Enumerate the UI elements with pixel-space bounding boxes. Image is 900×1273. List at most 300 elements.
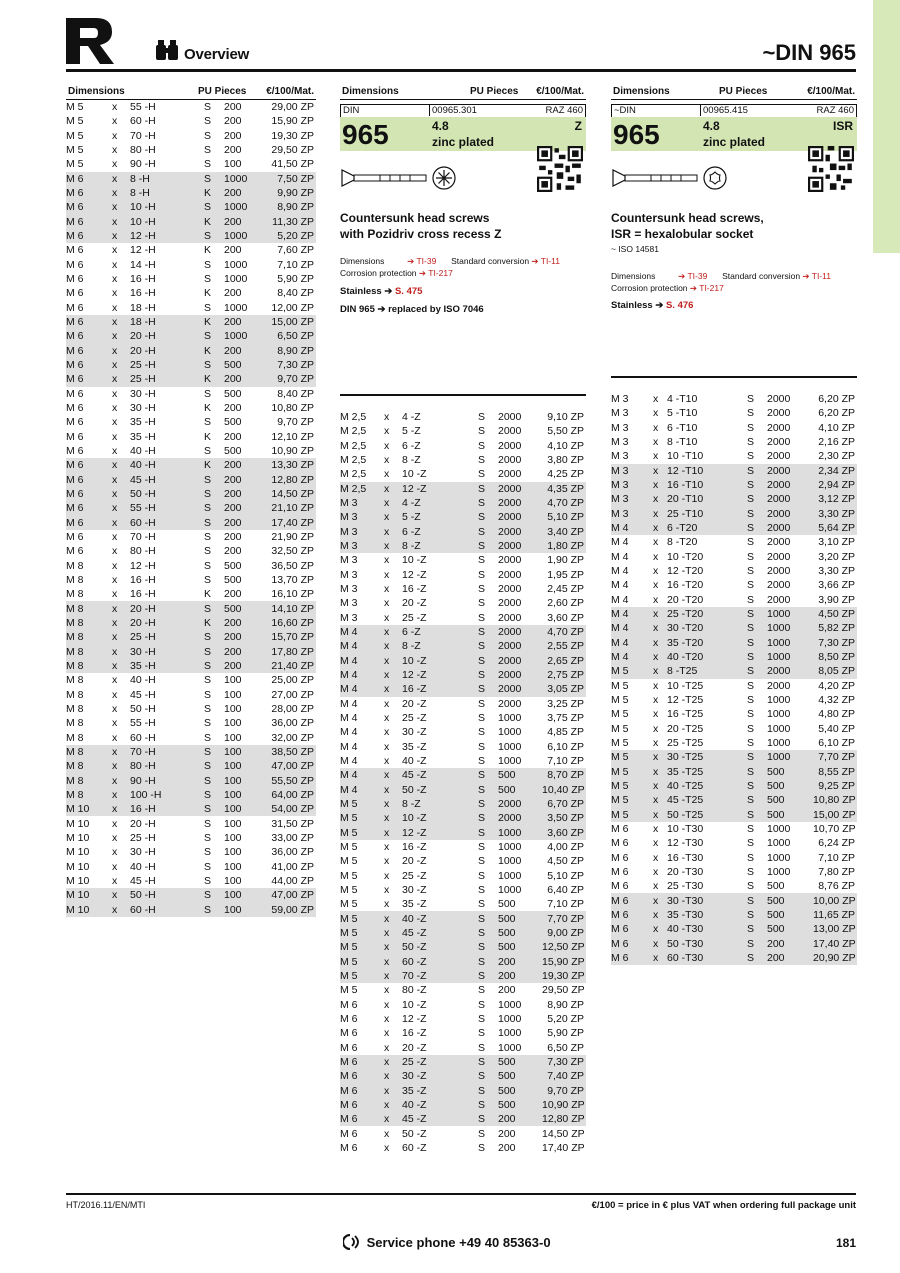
times-sign-cell: x: [112, 402, 118, 415]
pieces-cell: 2000: [763, 521, 813, 535]
price-cell: 4,70 ZP: [542, 625, 586, 639]
length-drive-cell: 30 -Z: [402, 1069, 478, 1083]
table-row: [340, 854, 586, 868]
times-sign-cell: x: [653, 679, 659, 692]
price-cell: 6,50 ZP: [547, 1041, 584, 1054]
pieces-cell: 100: [220, 745, 266, 759]
times-sign-cell: x: [112, 172, 130, 186]
price-cell: 5,20 ZP: [547, 1012, 584, 1025]
thread-size-cell: M 5: [66, 115, 84, 128]
length-drive-cell: 30 -H: [130, 402, 156, 415]
times-sign-cell: x: [384, 554, 390, 567]
times-sign-cell: x: [384, 682, 402, 696]
times-sign-cell: x: [112, 773, 130, 787]
pieces-cell: 100: [224, 158, 242, 171]
length-drive-cell: 16 -H: [130, 273, 156, 286]
length-drive-cell: 20 -H: [130, 601, 204, 615]
pieces-cell: 2000: [767, 436, 791, 449]
price-cell: 8,55 ZP: [813, 765, 857, 779]
product-number: 965: [342, 119, 389, 150]
length-drive-cell: 4 -Z: [402, 496, 478, 510]
length-drive-cell: 8 -Z: [402, 639, 478, 653]
pack-unit-cell: S: [204, 273, 212, 286]
qr-code-icon: [537, 146, 583, 192]
pack-unit-cell: K: [204, 215, 220, 229]
table-row: [611, 879, 857, 893]
column-header: [340, 84, 586, 100]
times-sign-cell: x: [384, 826, 402, 840]
price-cell: 59,00 ZP: [266, 902, 316, 916]
stainless-line: [340, 286, 422, 297]
table-row: [340, 525, 586, 539]
pieces-cell: 2000: [763, 492, 813, 506]
pieces-cell: 1000: [498, 998, 522, 1011]
price-cell: 3,20 ZP: [818, 550, 855, 563]
pieces-cell: 1000: [763, 650, 813, 664]
thread-size-cell: M 5: [340, 855, 358, 868]
pack-unit-cell: S: [204, 473, 220, 487]
times-sign-cell: x: [112, 144, 118, 157]
pack-unit-cell: S: [747, 722, 755, 735]
pack-unit-cell: S: [478, 554, 486, 567]
table-row: [66, 258, 316, 272]
raz-code: RAZ 460: [816, 105, 854, 116]
times-sign-cell: x: [653, 464, 667, 478]
length-drive-cell: 40 -H: [130, 674, 156, 687]
pieces-cell: 2000: [767, 450, 791, 463]
thread-size-cell: M 8: [66, 659, 112, 673]
table-row: [611, 492, 857, 506]
thread-size-cell: M 6: [340, 1012, 358, 1025]
corrosion-ref-link[interactable]: ➔ TI-217: [689, 283, 724, 293]
length-drive-cell: 45 -Z: [402, 1112, 478, 1126]
length-drive-cell: 6 -T10: [667, 421, 698, 434]
pack-unit-cell: S: [747, 579, 755, 592]
times-sign-cell: x: [384, 525, 402, 539]
price-cell: 3,60 ZP: [542, 826, 586, 840]
table-row: [66, 243, 316, 257]
times-sign-cell: x: [653, 851, 659, 864]
pack-unit-cell: S: [478, 755, 486, 768]
table-row: [66, 530, 316, 544]
table-row: [66, 845, 316, 859]
length-drive-cell: 40 -H: [130, 445, 156, 458]
thread-size-cell: M 4: [340, 639, 384, 653]
price-cell: 15,70 ZP: [266, 630, 316, 644]
times-sign-cell: x: [384, 1098, 402, 1112]
times-sign-cell: x: [653, 936, 667, 950]
length-drive-cell: 40 -T20: [667, 650, 747, 664]
price-cell: 3,30 ZP: [818, 565, 855, 578]
length-drive-cell: 10 -Z: [402, 468, 427, 481]
pack-unit-cell: S: [204, 773, 220, 787]
thread-size-cell: M 8: [66, 717, 84, 730]
pieces-cell: 2000: [498, 697, 522, 710]
table-row: [66, 114, 316, 128]
price-cell: 36,00 ZP: [271, 846, 314, 859]
length-drive-cell: 12 -Z: [402, 668, 478, 682]
pieces-cell: 1000: [767, 737, 791, 750]
thread-size-cell: M 8: [66, 601, 112, 615]
price-cell: 15,00 ZP: [813, 808, 856, 821]
length-drive-cell: 30 -H: [130, 644, 204, 658]
length-drive-cell: 12 -H: [130, 559, 156, 572]
pack-unit-cell: S: [747, 565, 755, 578]
table-row: [611, 550, 857, 564]
length-drive-cell: 12 -Z: [402, 1012, 427, 1025]
table-row: [611, 507, 857, 521]
pack-unit-cell: S: [478, 1083, 494, 1097]
times-sign-cell: x: [653, 478, 667, 492]
thread-size-cell: M 4: [611, 621, 653, 635]
pack-unit-cell: S: [478, 1141, 486, 1154]
price-cell: 17,80 ZP: [266, 644, 316, 658]
price-cell: 6,40 ZP: [547, 883, 584, 896]
thread-size-cell: M 6: [611, 865, 629, 878]
price-cell: 28,00 ZP: [271, 702, 314, 715]
pack-unit-cell: S: [478, 1069, 494, 1083]
pack-unit-cell: K: [204, 616, 220, 630]
pack-unit-cell: S: [204, 416, 212, 429]
times-sign-cell: x: [653, 664, 667, 678]
times-sign-cell: x: [112, 186, 130, 200]
product-grade: 4.8: [703, 119, 720, 133]
length-drive-cell: 16 -T10: [667, 478, 747, 492]
times-sign-cell: x: [112, 244, 118, 257]
pieces-cell: 200: [220, 473, 266, 487]
times-sign-cell: x: [384, 583, 390, 596]
pieces-cell: 2000: [494, 668, 542, 682]
length-drive-cell: 25 -Z: [402, 712, 427, 725]
product-grade: 4.8: [432, 119, 449, 133]
pieces-cell: 100: [220, 802, 266, 816]
thread-size-cell: M 8: [66, 588, 84, 601]
thread-size-cell: M 5: [340, 826, 384, 840]
times-sign-cell: x: [112, 788, 130, 802]
pack-unit-cell: S: [204, 200, 220, 214]
price-cell: 7,30 ZP: [266, 358, 316, 372]
thread-size-cell: M 5: [340, 841, 358, 853]
pack-unit-cell: S: [478, 1098, 494, 1112]
table-row: [611, 621, 857, 635]
length-drive-cell: 5 -Z: [402, 425, 421, 438]
pieces-cell: 2000: [498, 611, 522, 624]
length-drive-cell: 40 -H: [130, 458, 204, 472]
times-sign-cell: x: [653, 536, 659, 549]
thread-size-cell: M 2,5: [340, 482, 384, 496]
length-drive-cell: 16 -T25: [667, 708, 704, 721]
times-sign-cell: x: [384, 797, 402, 811]
times-sign-cell: x: [653, 579, 659, 592]
corrosion-ref-link[interactable]: ➔ TI-217: [418, 268, 453, 278]
pieces-cell: 2000: [767, 550, 791, 563]
pack-unit-cell: S: [478, 940, 494, 954]
times-sign-cell: x: [112, 115, 118, 128]
price-cell: 13,00 ZP: [813, 923, 856, 936]
product-finish: zinc plated: [703, 135, 766, 149]
table-row: [611, 521, 857, 535]
thread-size-cell: M 5: [340, 811, 384, 825]
pack-unit-cell: S: [478, 425, 486, 438]
thread-size-cell: M 8: [66, 630, 112, 644]
pack-unit-cell: K: [204, 315, 220, 329]
thread-size-cell: M 8: [66, 559, 84, 572]
pack-unit-cell: S: [204, 129, 212, 142]
column-3: [611, 84, 857, 965]
price-cell: 5,90 ZP: [547, 1027, 584, 1040]
pieces-cell: 2000: [767, 593, 791, 606]
length-drive-cell: 60 -H: [130, 902, 204, 916]
length-drive-cell: 10 -Z: [402, 811, 478, 825]
pack-unit-cell: K: [204, 344, 220, 358]
price-cell: 11,30 ZP: [266, 215, 316, 229]
pack-unit-cell: S: [478, 726, 486, 739]
price-cell: 47,00 ZP: [266, 759, 316, 773]
thread-size-cell: M 6: [340, 1041, 358, 1054]
price-cell: 15,90 ZP: [542, 955, 585, 968]
times-sign-cell: x: [384, 954, 402, 968]
pieces-cell: 500: [224, 416, 242, 429]
pieces-cell: 200: [220, 487, 266, 501]
pack-unit-cell: S: [478, 1055, 494, 1069]
pieces-cell: 500: [494, 1069, 542, 1083]
length-drive-cell: 25 -H: [130, 630, 204, 644]
table-row: [66, 344, 316, 358]
table-row: [340, 654, 586, 668]
pieces-cell: 200: [763, 951, 813, 965]
thread-size-cell: M 4: [611, 536, 629, 549]
stainless-label: Stainless ➔: [611, 300, 664, 311]
times-sign-cell: x: [112, 329, 130, 343]
table-row: [66, 329, 316, 343]
table-row: [340, 1026, 586, 1040]
length-drive-cell: 45 -Z: [402, 926, 478, 940]
pieces-cell: 500: [494, 926, 542, 940]
thread-size-cell: M 3: [340, 510, 384, 524]
times-sign-cell: x: [384, 855, 390, 868]
table-row: [66, 473, 316, 487]
thread-size-cell: M 3: [340, 597, 358, 610]
thread-size-cell: M 5: [340, 911, 384, 925]
thread-size-cell: M 8: [66, 773, 112, 787]
pieces-cell: 2000: [498, 554, 522, 567]
thread-size-cell: M 3: [611, 393, 629, 406]
product-block: [611, 104, 857, 376]
price-cell: 3,75 ZP: [547, 712, 584, 725]
thread-size-cell: M 3: [611, 450, 629, 463]
pieces-cell: 200: [494, 1112, 542, 1126]
price-cell: 12,00 ZP: [271, 301, 314, 314]
length-drive-cell: 10 -T20: [667, 550, 704, 563]
times-sign-cell: x: [112, 287, 118, 300]
thread-size-cell: M 4: [340, 768, 384, 782]
price-cell: 6,10 ZP: [547, 740, 584, 753]
pieces-cell: 1000: [767, 865, 791, 878]
pieces-cell: 200: [224, 531, 242, 543]
times-sign-cell: x: [384, 869, 390, 882]
pack-unit-cell: S: [478, 468, 486, 481]
times-sign-cell: x: [384, 668, 402, 682]
pack-unit-cell: S: [747, 922, 763, 936]
pieces-cell: 500: [767, 880, 785, 893]
length-drive-cell: 16 -T30: [667, 851, 704, 864]
table-row: [66, 673, 316, 687]
length-drive-cell: 12 -Z: [402, 568, 427, 581]
table-row: [340, 797, 586, 811]
price-cell: 6,70 ZP: [542, 797, 586, 811]
length-drive-cell: 6 -Z: [402, 439, 421, 452]
pack-unit-cell: S: [747, 621, 763, 635]
length-drive-cell: 60 -H: [130, 516, 204, 530]
times-sign-cell: x: [384, 768, 402, 782]
price-cell: 3,90 ZP: [818, 593, 855, 606]
length-drive-cell: 20 -Z: [402, 1041, 427, 1054]
pieces-cell: 200: [220, 616, 266, 630]
standard-conversion-ref-link[interactable]: ➔ TI-11: [802, 271, 831, 281]
pack-unit-cell: S: [747, 823, 755, 835]
times-sign-cell: x: [112, 531, 118, 543]
length-drive-cell: 25 -Z: [402, 1055, 478, 1069]
price-cell: 4,20 ZP: [818, 679, 855, 692]
thread-size-cell: M 10: [66, 902, 112, 916]
document-code: HT/2016.11/EN/MTI: [66, 1200, 146, 1210]
pieces-cell: 200: [224, 545, 242, 558]
pack-unit-cell: S: [204, 688, 212, 701]
thread-size-cell: M 6: [66, 430, 84, 443]
stainless-ref-link[interactable]: S. 475: [394, 286, 423, 297]
product-block: [340, 104, 586, 394]
length-drive-cell: 8 -T20: [667, 536, 698, 549]
times-sign-cell: x: [112, 473, 130, 487]
table-row: [66, 430, 316, 444]
length-drive-cell: 45 -H: [130, 688, 156, 701]
times-sign-cell: x: [384, 740, 390, 753]
thread-size-cell: M 10: [66, 888, 112, 902]
price-cell: 3,10 ZP: [818, 536, 855, 549]
thread-size-cell: M 6: [340, 1083, 384, 1097]
pieces-cell: 2000: [767, 407, 791, 420]
price-cell: 13,30 ZP: [266, 458, 316, 472]
times-sign-cell: x: [653, 793, 667, 807]
table-row: [340, 711, 586, 725]
price-cell: 7,30 ZP: [813, 636, 857, 650]
thread-size-cell: M 5: [611, 679, 629, 692]
price-cell: 5,10 ZP: [547, 869, 584, 882]
table-row: [340, 983, 586, 997]
dimensions-ref-link[interactable]: ➔ TI-39: [407, 256, 437, 266]
pieces-cell: 200: [224, 430, 242, 443]
pack-unit-cell: S: [478, 841, 486, 853]
table-row: [611, 421, 857, 435]
pieces-cell: 1000: [498, 1012, 522, 1025]
thread-size-cell: M 2,5: [340, 439, 367, 452]
length-drive-cell: 55 -H: [130, 717, 156, 730]
length-drive-cell: 25 -Z: [402, 611, 427, 624]
thread-size-cell: M 6: [66, 229, 112, 243]
times-sign-cell: x: [112, 387, 118, 400]
pieces-cell: 2000: [494, 510, 542, 524]
table-row: [611, 793, 857, 807]
table-row: [340, 1083, 586, 1097]
times-sign-cell: x: [384, 998, 390, 1011]
table-row: [611, 908, 857, 922]
pieces-cell: 500: [220, 601, 266, 615]
times-sign-cell: x: [112, 860, 118, 873]
thread-size-cell: M 3: [340, 496, 384, 510]
table-row: [66, 458, 316, 472]
length-drive-cell: 35 -H: [130, 416, 156, 429]
pack-unit-cell: S: [204, 902, 220, 916]
pieces-cell: 200: [220, 501, 266, 515]
table-row: [66, 573, 316, 587]
times-sign-cell: x: [112, 659, 130, 673]
thread-size-cell: M 8: [66, 688, 84, 701]
length-drive-cell: 45 -H: [130, 874, 156, 887]
table-row: [340, 997, 586, 1011]
thread-size-cell: M 5: [611, 694, 629, 707]
pack-unit-cell: S: [204, 888, 220, 902]
pack-unit-cell: S: [478, 668, 494, 682]
pieces-cell: 1000: [498, 1041, 522, 1054]
price-cell: 7,30 ZP: [542, 1055, 586, 1069]
screw-drawing-hexalobular: [611, 164, 731, 192]
table-row: [66, 902, 316, 916]
pieces-cell: 1000: [498, 740, 522, 753]
standard-conversion-ref-link[interactable]: ➔ TI-11: [531, 256, 560, 266]
thread-size-cell: M 3: [611, 421, 629, 434]
article-code-row: [340, 104, 586, 117]
price-cell: 7,70 ZP: [542, 911, 586, 925]
pieces-cell: 2000: [494, 496, 542, 510]
table-row: [66, 802, 316, 816]
thread-size-cell: M 6: [611, 880, 629, 893]
standard-code: DIN: [343, 105, 360, 116]
times-sign-cell: x: [653, 607, 667, 621]
times-sign-cell: x: [384, 496, 402, 510]
price-table: [611, 392, 857, 965]
length-drive-cell: 30 -Z: [402, 726, 427, 739]
length-drive-cell: 5 -T10: [667, 407, 698, 420]
thread-size-cell: M 3: [611, 478, 653, 492]
price-cell: 19,30 ZP: [271, 129, 314, 142]
times-sign-cell: x: [384, 841, 390, 853]
dimensions-ref-link[interactable]: ➔ TI-39: [678, 271, 708, 281]
thread-size-cell: M 8: [66, 644, 112, 658]
pieces-cell: 500: [494, 911, 542, 925]
price-cell: 7,10 ZP: [547, 755, 584, 768]
table-row: [340, 697, 586, 711]
pieces-cell: 200: [220, 372, 266, 386]
pieces-cell: 2000: [494, 525, 542, 539]
times-sign-cell: x: [384, 1041, 390, 1054]
stainless-ref-link[interactable]: S. 476: [665, 300, 694, 311]
pieces-cell: 1000: [220, 229, 266, 243]
times-sign-cell: x: [653, 823, 659, 835]
reference-line: [611, 271, 831, 282]
table-row: [340, 969, 586, 983]
pack-unit-cell: S: [747, 607, 763, 621]
times-sign-cell: x: [112, 674, 118, 687]
pack-unit-cell: S: [478, 1012, 486, 1025]
pack-unit-cell: S: [478, 597, 486, 610]
length-drive-cell: 30 -H: [130, 846, 156, 859]
price-cell: 2,94 ZP: [813, 478, 857, 492]
price-cell: 2,16 ZP: [818, 436, 855, 449]
price-cell: 1,90 ZP: [547, 554, 584, 567]
pack-unit-cell: S: [204, 630, 220, 644]
price-cell: 3,66 ZP: [818, 579, 855, 592]
length-drive-cell: 50 -T30: [667, 936, 747, 950]
